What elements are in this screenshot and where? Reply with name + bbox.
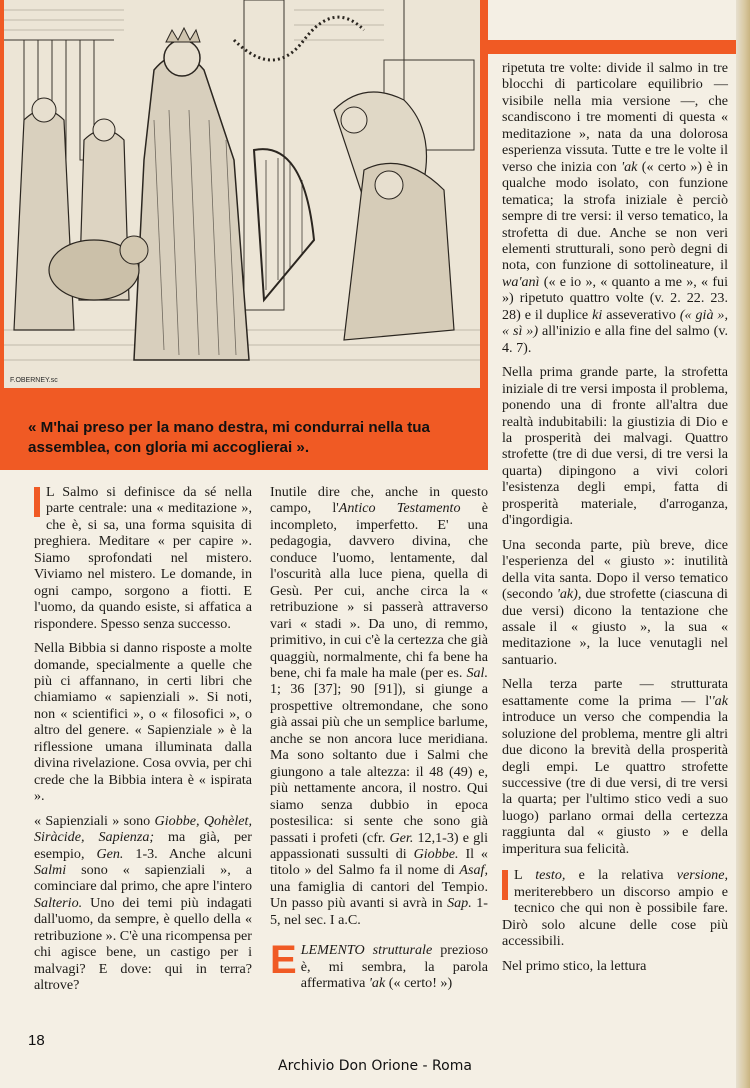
col3-paragraph-6: Nel primo stico, la lettura	[502, 957, 647, 974]
col3-paragraph-5: L testo, e la relativa versione, meriterebbero un discorso ampio e tecnico che qui non è possibile fare. Dirò solo alcune delle cose più accessibili.	[502, 867, 728, 950]
col2-paragraph-2: ELEMENTO strutturale prezioso è, mi sembra, la parola affermativa 'ak (« certo! »)	[270, 938, 488, 992]
drop-initial-I-2	[502, 870, 508, 900]
drop-initial-E: E	[270, 938, 297, 983]
col3-paragraph-2: Nella prima grande parte, la strofetta iniziale di tre versi imposta il problema, ponendo una di fronte all'altra due realtà indubitabili: la giustizia di Dio e la prosperità dei malvagi. Quattro strofette (tre di due versi, di tre versi la quarta) dipingono a vivi colori l'esistenza degli empi, fatta di prosperità materiale, d'arroganza, d'ingordigia.	[502, 364, 728, 529]
column-2	[270, 484, 488, 1000]
archive-footer: Archivio Don Orione - Roma	[278, 1058, 472, 1074]
top-rule	[488, 40, 736, 54]
engraving-svg	[4, 0, 480, 388]
col3-paragraph-1: ripetuta tre volte: divide il salmo in tre blocchi di particolare equilibrio — visibile nella mia versione —, che scandiscono i tre momenti di questa « meditazione », nata da una dolorosa esperienza vissuta. Tutte e tre le volte il verso che inizia con 'ak (« certo ») è in qualche modo isolato, con funzione tematica; la strofa iniziale è perciò sempre di tre versi: il verso tematico, la strofetta di due. Anche se non veri elementi strutturali, sono però degni di nota, con funzione di sottolineature, il wa'anì (« e io », « quanto a me », « fui ») ripetuto quattro volte (v. 2. 22. 23. 28) e il duplice ki asseverativo (« già », « sì ») all'inizio e alla fine del salmo (v. 4. 7).	[502, 60, 729, 356]
column-3	[502, 60, 728, 982]
col2-paragraph-1: Inutile dire che, anche in questo campo, l'Antico Testamento è incompleto, imperfetto. E' una pedagogia, davvero divina, che conduce l'uomo, lentamente, dal l'oscurità alla luce piena, quella di Gesù. Per cui, anche circa la « retribuzione » si passerà attraverso vari « stadi ». Da uno, di remmo, primitivo, in cui c'è la certezza che già quaggiù, normalmente, chi fa bene ha bene, chi fa male ha male (per es. Sal. 1; 36 [37]; 90 [91]), si giunge a prospettive oltremondane, che sono già assai più che un semplice barlume, anche se non ancora luce meridiana. Ma sono soltanto due i Salmi che giungono a tale altezza: il 48 (49) e, più nettamente ancora, il nostro. Qui siamo senza dubbio in epoca postesilica: si sente che sono già passati i profeti (cfr. Ger. 12,1-3) e gli appassionati sussulti di Giobbe. Il « titolo » del Salmo fa il nome di Asaf, una famiglia di cantori del Tempio. Un passo più avanti si avrà in Sap. 1-5, nel sec. I a.C.	[270, 484, 488, 928]
col1-paragraph-3: « Sapienziali » sono Giobbe, Qohèlet, Siràcide, Sapienza; ma già, per esempio, Gen. 1-3. Anche alcuni Salmi sono « sapienziali », a cominciare dal primo, che apre l'intero Salterio. Uno dei temi più indagati dall'uomo, da sempre, è quello della « retribuzione ». C'è una ricompensa per chi agisce bene, un castigo per i malvagi? E dove: qui in terra? altrove?	[34, 812, 252, 994]
caption-quote: « M'hai preso per la mano destra, mi condurrai nella tua assemblea, con gloria mi accoglierai ».	[28, 419, 430, 456]
illustration-david-harp	[4, 0, 480, 388]
page-number: 18	[28, 1032, 45, 1049]
engraver-signature: F.OBERNEY.sc	[10, 377, 58, 384]
column-1	[34, 484, 252, 1002]
drop-initial-I	[34, 487, 40, 517]
col1-paragraph-2: Nella Bibbia si danno risposte a molte domande, specialmente a quelle che più ci affannano, in certi libri che chiamiamo « sapienziali ». Si noti, non « scientifici », o « filosofici », o altro del genere. « Sapienziale » è la riflessione umana illuminata dalla divina rivelazione. Cosa ovvia, per chi crede che la Bibbia intera è « ispirata ».	[34, 640, 252, 805]
col3-paragraph-4: Nella terza parte — strutturata esattamente come la prima — l''ak introduce un verso che compendia la soluzione del problema, mentre gli altri due dicono la brevità della prosperità degli empi. Le quattro strofette successive (tre di due versi, di tre versi la quarta; per l'ultimo stico vedi a suo luogo) parlano ormai della certezza raggiunta dal « giusto » e della imperitura sua felicità.	[502, 676, 728, 857]
page-edge	[736, 0, 750, 1088]
col3-paragraph-3: Una seconda parte, più breve, dice l'esperienza del « giusto »: inutilità della vita santa. Dopo il verso tematico (secondo 'ak), due strofette (ciascuna di due versi) dicono la tentazione che assale il « giusto », la sua « meditazione », la luce venutagli nel santuario.	[502, 536, 728, 668]
col1-paragraph-1: L Salmo si definisce da sé nella parte centrale: una « meditazione », che è, si sa, una forma squisita di preghiera. Meditare « per capire ». Siamo sprofondati nel mistero. Viviamo nel mistero. Le domande, in ogni campo, sorgono a fiotti. E l'uomo, da quando esiste, si affatica a rispondere. Spesso senza successo.	[34, 484, 252, 632]
